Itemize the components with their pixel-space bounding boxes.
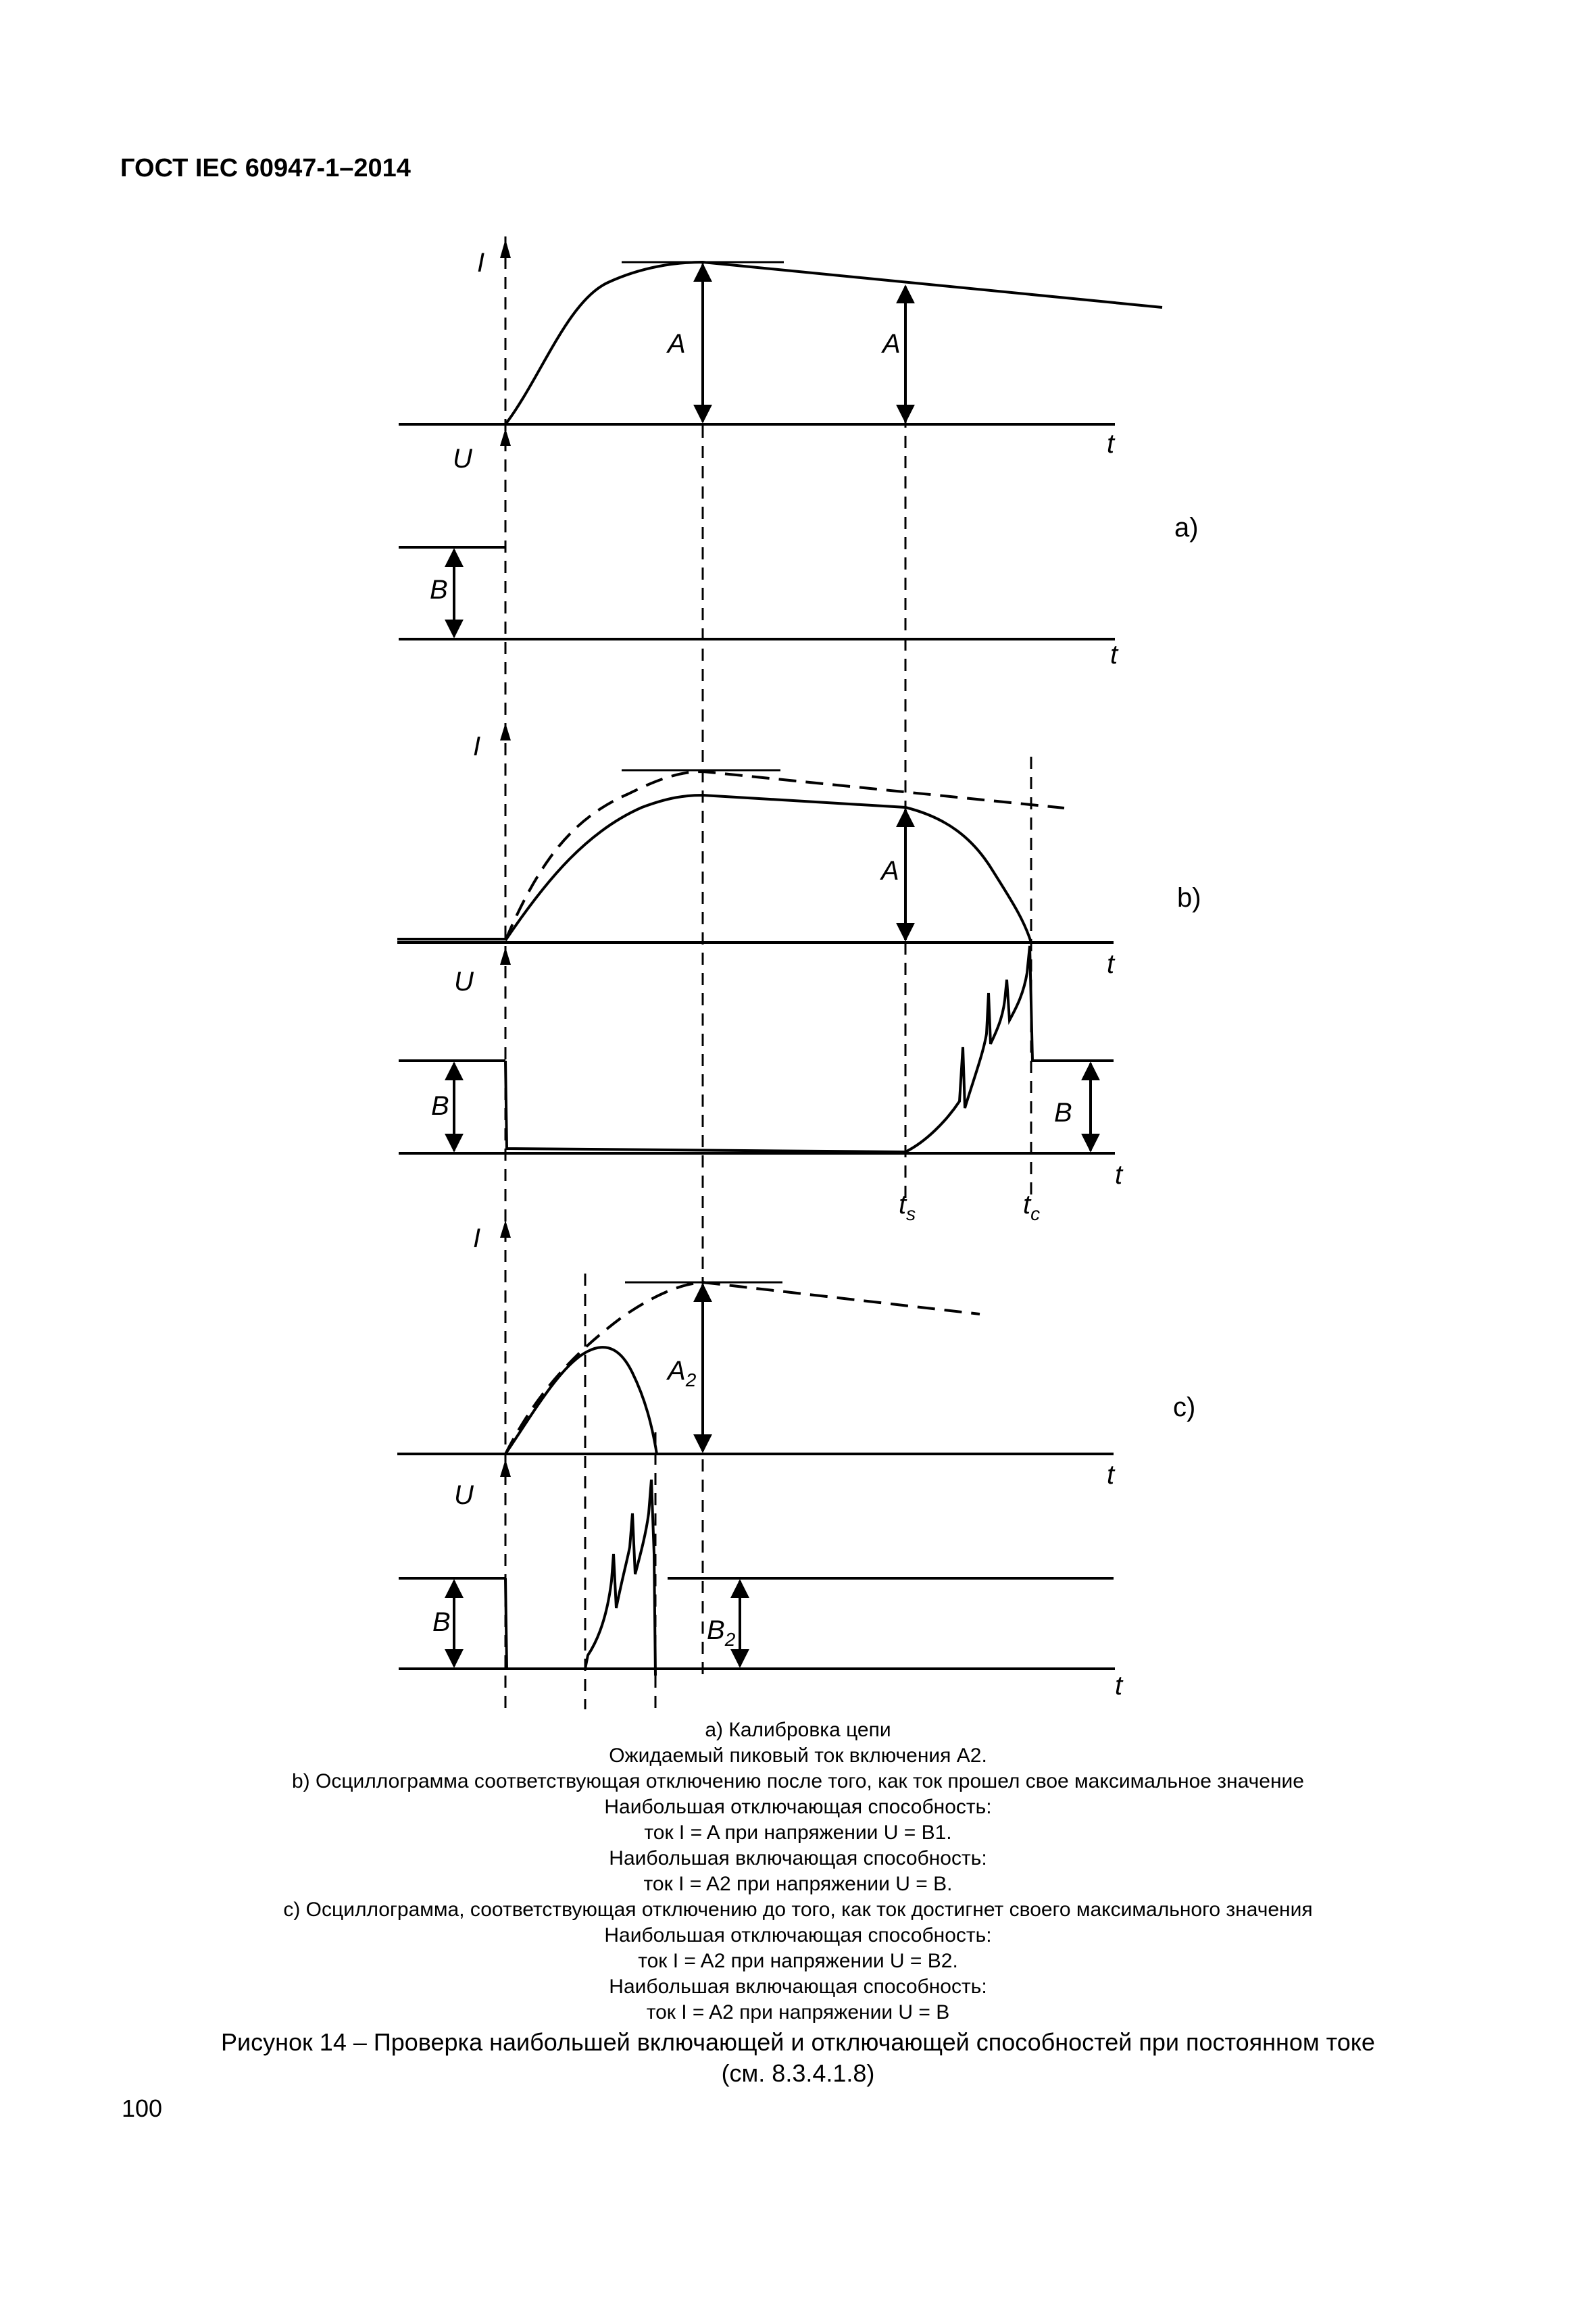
caption-line: b) Осциллограмма соответствующая отключению после того, как ток прошел свое максимальное значение: [292, 1770, 1304, 1792]
panel-b-label: b): [1177, 883, 1201, 913]
caption-line: Ожидаемый пиковый ток включения A2.: [609, 1744, 987, 1767]
a-current-label: I: [477, 248, 485, 278]
b-current-curve: [505, 795, 1031, 942]
ts-label: $t_s$: [899, 1190, 916, 1224]
c-time-label: t: [1107, 1460, 1115, 1490]
figure-title: [0, 2027, 1596, 2089]
caption-line: Наибольшая включающая способность:: [609, 1976, 987, 1998]
figure-caption: [0, 1717, 1596, 2026]
b-prospective-curve: [505, 772, 1064, 940]
a-voltage-axis-arrow: [500, 428, 511, 446]
c-current-label: I: [473, 1224, 481, 1253]
page-number: 100: [122, 2094, 163, 2122]
c-voltage-trace: [505, 1480, 655, 1676]
c-label-A2: $A_2$: [668, 1356, 697, 1390]
c-current-axis-arrow: [500, 1220, 511, 1238]
figure-title-line: (см. 8.3.4.1.8): [721, 2059, 875, 2087]
b-time-label: t: [1107, 949, 1115, 979]
c-current-curve: [505, 1347, 657, 1454]
c-prospective-curve: [505, 1282, 980, 1454]
b-label-B-left: B: [431, 1091, 449, 1121]
caption-line: Наибольшая включающая способность:: [609, 1847, 987, 1869]
b-voltage-label: U: [454, 967, 474, 997]
caption-line: ток I = A2 при напряжении U = B: [646, 2001, 950, 2023]
b-voltage-trace: [505, 946, 1114, 1152]
c-label-B2: $B_2$: [707, 1615, 736, 1650]
caption-line: a) Калибровка цепи: [705, 1719, 891, 1741]
a-label-A2: A: [882, 329, 901, 359]
b-label-A: A: [881, 856, 899, 886]
caption-line: ток I = A2 при напряжении U = B.: [643, 1873, 953, 1895]
c-voltage-label: U: [454, 1480, 474, 1510]
tc-label: $t_c$: [1023, 1190, 1041, 1224]
c-voltage-axis-arrow: [500, 1459, 511, 1477]
c-voltage-time-label: t: [1115, 1671, 1123, 1701]
b-voltage-axis-arrow: [500, 947, 511, 965]
b-current-axis-arrow: [500, 723, 511, 740]
caption-line: ток I = A при напряжении U = B1.: [644, 1821, 952, 1844]
caption-line: Наибольшая отключающая способность:: [604, 1924, 992, 1946]
b-voltage-time-label: t: [1115, 1160, 1123, 1190]
b-label-B-right: B: [1054, 1098, 1072, 1128]
panel-a-label: a): [1174, 513, 1199, 543]
a-time-label: t: [1107, 429, 1115, 459]
b-current-label: I: [473, 732, 481, 761]
caption-line: c) Осциллограмма, соответствующая отключению до того, как ток достигнет своего максимального значения: [283, 1898, 1313, 1921]
a-label-A1: A: [668, 329, 686, 359]
c-label-B: B: [432, 1607, 451, 1637]
caption-line: ток I = A2 при напряжении U = B2.: [638, 1950, 958, 1972]
a-current-axis-arrow: [500, 239, 511, 258]
a-current-curve: [505, 262, 1162, 424]
figure-title-line: Рисунок 14 – Проверка наибольшей включающей и отключающей способностей при постоянном токе: [221, 2028, 1375, 2056]
a-voltage-label: U: [453, 444, 472, 474]
document-header: ГОСТ IEC 60947-1–2014: [120, 154, 411, 182]
caption-line: Наибольшая отключающая способность:: [604, 1796, 992, 1818]
a-label-B: B: [430, 575, 448, 605]
a-voltage-time-label: t: [1110, 640, 1118, 670]
panel-c-label: c): [1173, 1392, 1196, 1422]
